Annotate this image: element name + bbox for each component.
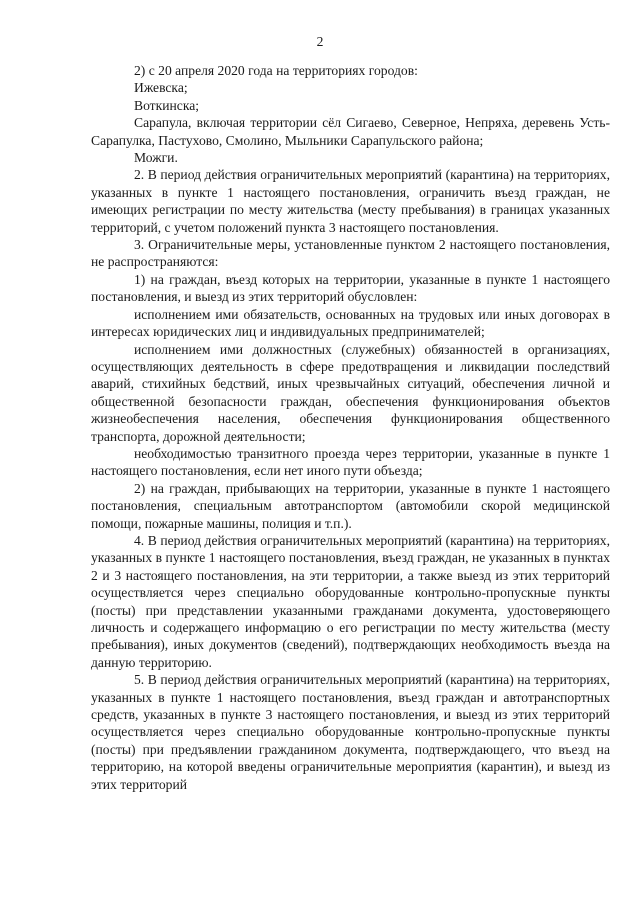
- paragraph-official-duties: исполнением ими должностных (служебных) обязанностей в организациях, осуществляющих деятельность в сфере предотвращения и ликвидации последствий аварий, стихийных бедствий, иных чрезвычайных ситуаций, обеспечения личной и общественной безопасности граждан, обеспечения функционирования объектов жизнеобеспечения населения, обеспечения функционирования общественного транспорта, дорожной деятельности;: [91, 341, 610, 444]
- paragraph-city-sarapul: Сарапула, включая территории сёл Сигаево, Северное, Непряха, деревень Усть-Сарапулка, Пастухово, Смолино, Мыльники Сарапульского района;: [91, 115, 610, 148]
- paragraph-section-5: 5. В период действия ограничительных мероприятий (карантина) на территориях, указанных в пункте 1 настоящего постановления, въезд граждан и автотранспортных средств, указанных в пункте 3 настоящего постановления, и выезд из этих территорий осуществляется через специально оборудованные контрольно-пропускные пункты (посты) при предъявлении гражданином документа, подтверждающего, что въезд на территорию, на которой введены ограничительные мероприятия (карантин), и выезд из этих территорий: [91, 672, 610, 792]
- paragraph-city-mozhga: Можги.: [134, 150, 178, 166]
- paragraph-city-izhevsk: Ижевска;: [134, 80, 188, 96]
- paragraph-item-2-intro: 2) с 20 апреля 2020 года на территориях городов:: [134, 63, 418, 78]
- document-body: [91, 62, 610, 793]
- paragraph-obligations: исполнением ими обязательств, основанных на трудовых или иных договорах в интересах юридических лиц и индивидуальных предпринимателей;: [91, 306, 610, 340]
- paragraph-transit: необходимостью транзитного проезда через территории, указанные в пункте 1 настоящего постановления, если нет иного пути объезда;: [91, 445, 610, 479]
- paragraph-section-2: 2. В период действия ограничительных мероприятий (карантина) на территориях, указанных в пункте 1 настоящего постановления, ограничить въезд граждан, не имеющих регистрации по месту жительства (месту пребывания) в границах указанных территорий, с учетом положений пункта 3 настоящего постановления.: [91, 167, 610, 235]
- paragraph-section-4: 4. В период действия ограничительных мероприятий (карантина) на территориях, указанных в пункте 1 настоящего постановления, въезд граждан, не указанных в пунктах 2 и 3 настоящего постановления, на эти территории, а также выезд из этих территорий осуществляется через специально оборудованные контрольно-пропускные пункты (посты) при представлении указанными гражданами документа, удостоверяющего личность и содержащего информацию о его регистрации по месту жительства (месту пребывания), иных документов (сведений), подтверждающих необходимость въезда на данную территорию.: [91, 532, 610, 670]
- paragraph-section-3: 3. Ограничительные меры, установленные пунктом 2 настоящего постановления, не распространяются:: [91, 237, 610, 270]
- paragraph-section-3-item-1: 1) на граждан, въезд которых на территории, указанные в пункте 1 настоящего постановления, и выезд из этих территорий обусловлен:: [91, 271, 610, 305]
- page-number: 2: [316, 34, 324, 49]
- paragraph-city-votkinsk: Воткинска;: [134, 97, 200, 113]
- paragraph-section-3-item-2: 2) на граждан, прибывающих на территории, указанные в пункте 1 настоящего постановления, специальным автотранспортом (автомобили скорой медицинской помощи, пожарные машины, полиция и т.п.).: [91, 480, 610, 531]
